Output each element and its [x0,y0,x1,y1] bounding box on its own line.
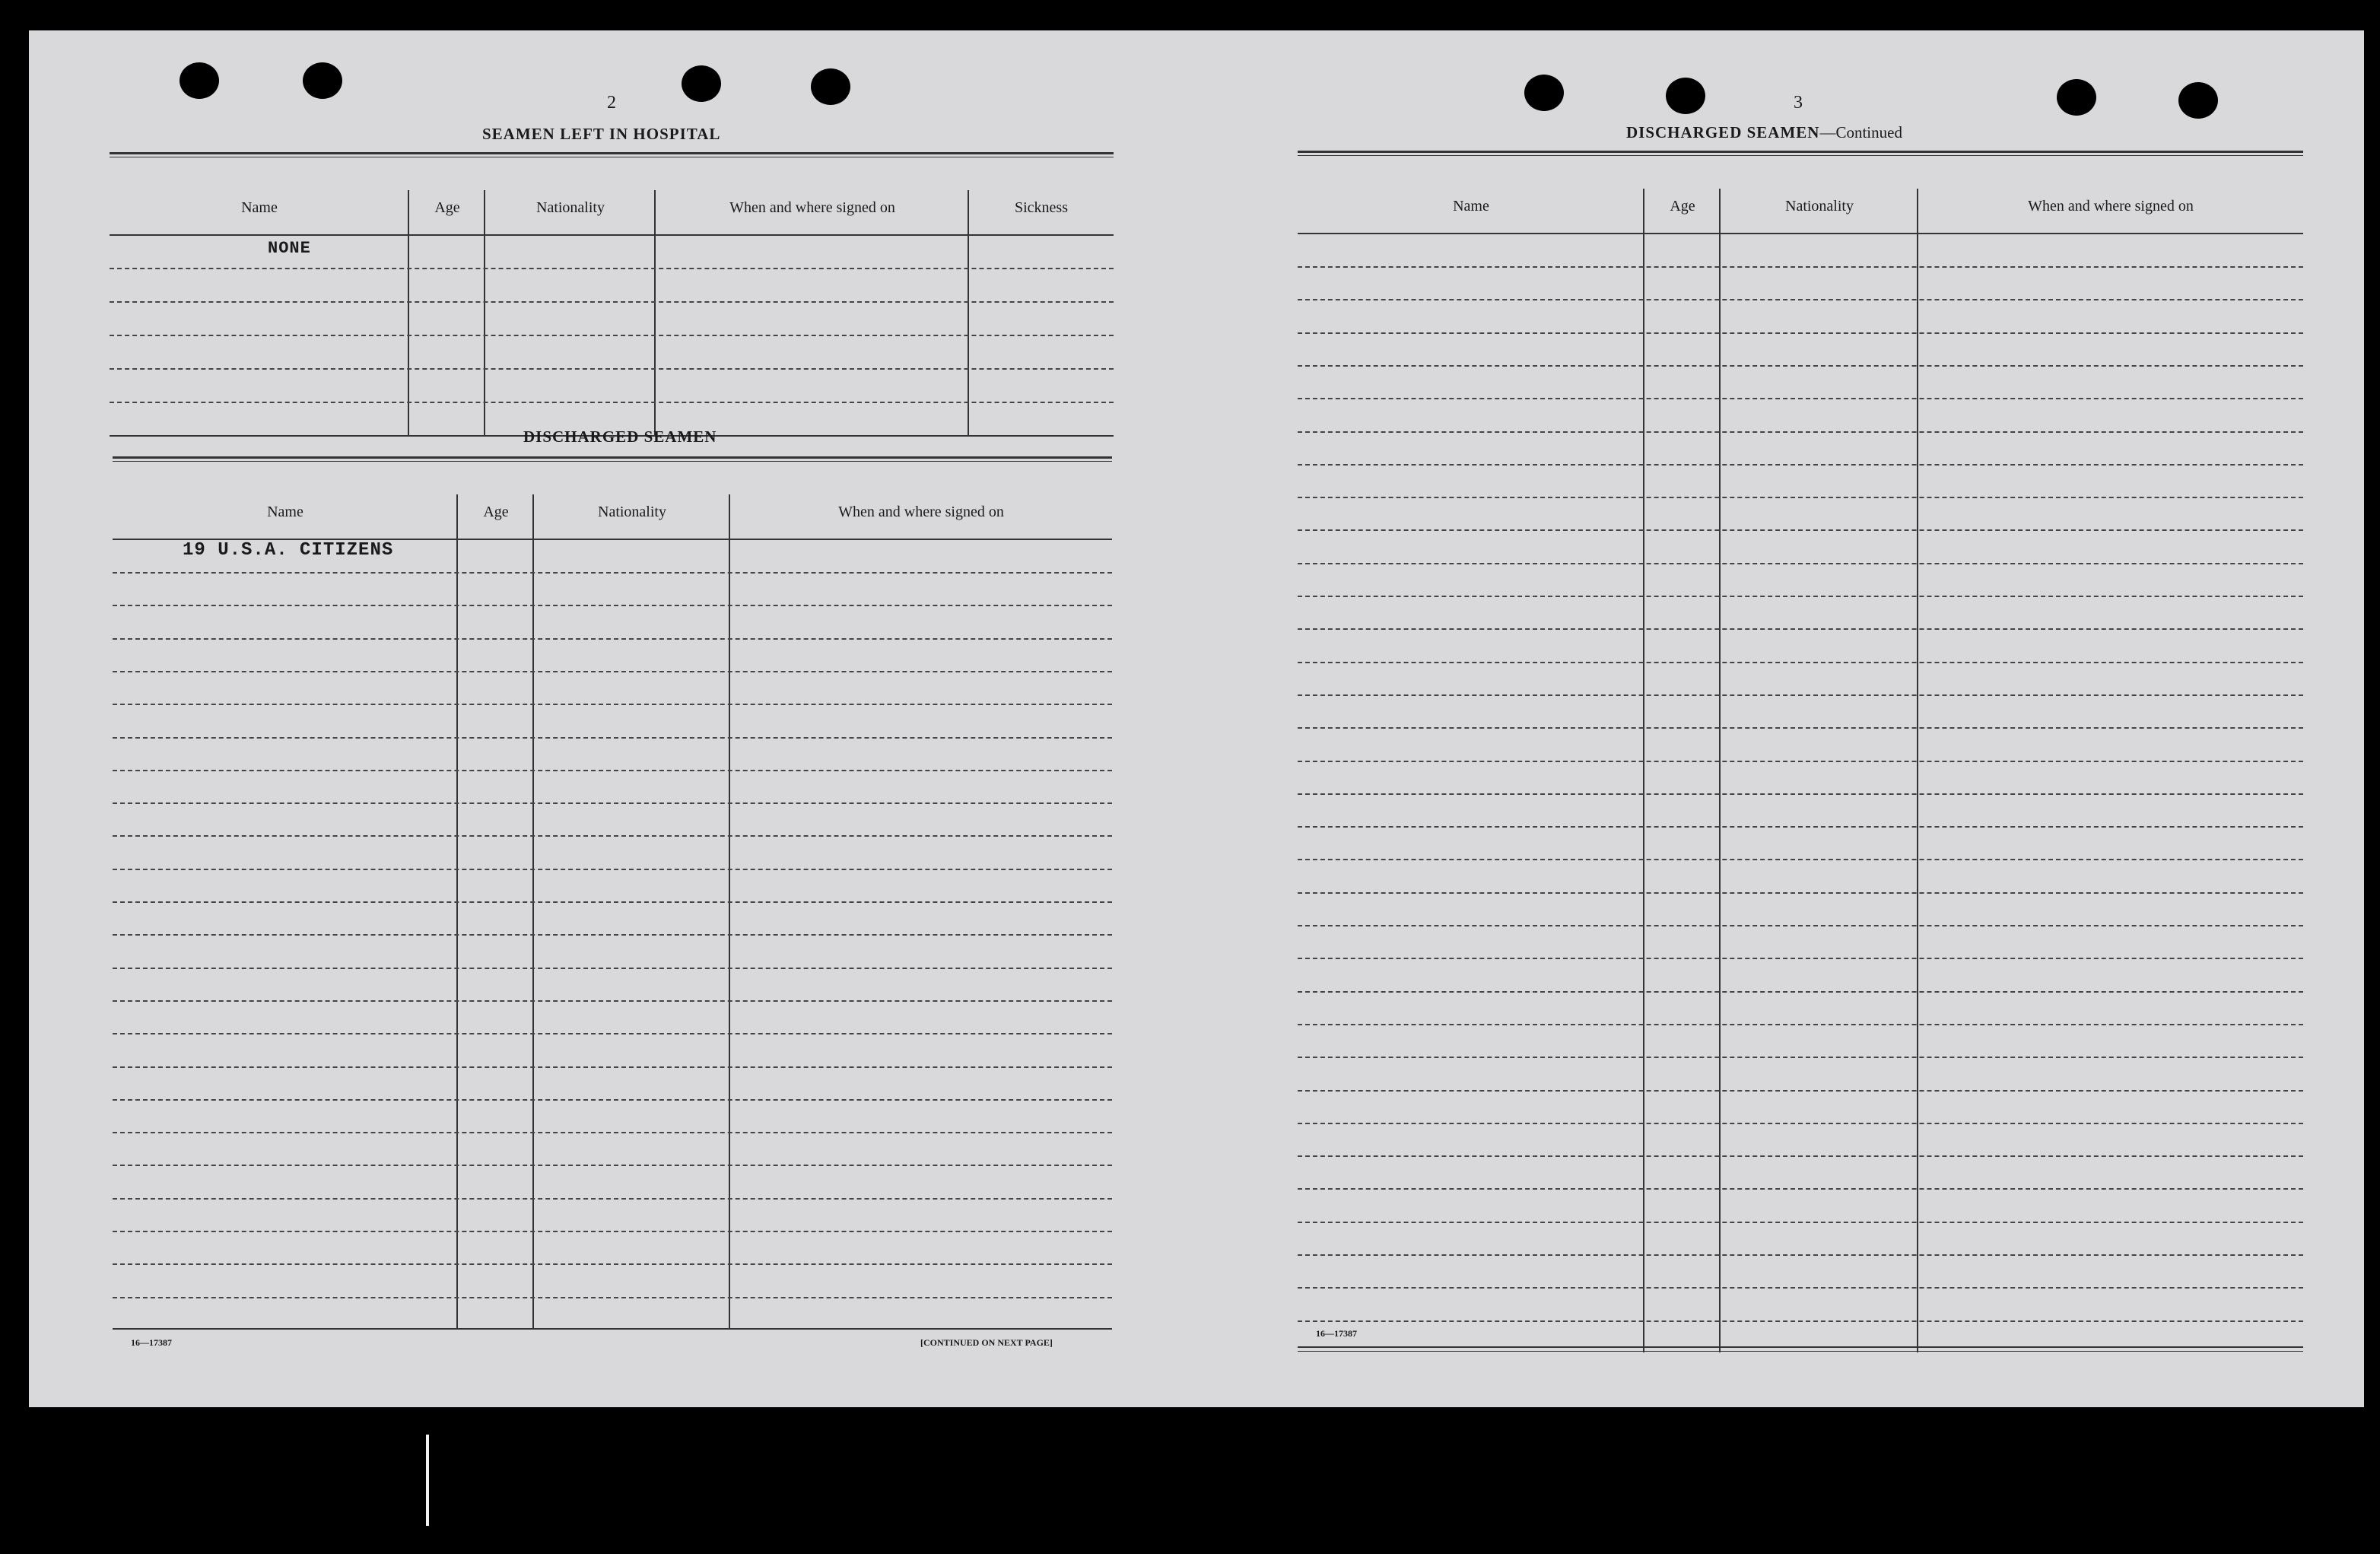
column-header-nationality: Nationality [598,504,666,520]
row-line [113,1198,1112,1200]
title-suffix: —Continued [1819,123,1902,141]
row-line [113,605,1112,606]
row-line [1298,563,2303,564]
row-line [1298,694,2303,696]
row-line [1298,892,2303,894]
row-line [113,869,1112,870]
title-text: DISCHARGED SEAMEN [1626,123,1820,141]
punch-hole [682,65,721,102]
discharged-section-title: DISCHARGED SEAMEN [523,427,717,446]
row-line [1298,727,2303,729]
row-line [113,572,1112,574]
column-header-nationality: Nationality [536,199,605,216]
row-line [1298,1222,2303,1223]
hospital-table [110,152,1114,441]
row-line [113,802,1112,804]
page-number: 3 [1794,93,1803,113]
form-number: 16—17387 [1316,1328,1357,1339]
row-line [1298,596,2303,597]
column-header-age: Age [483,504,509,520]
row-line [1298,793,2303,795]
row-line [1298,925,2303,926]
row-line [113,835,1112,837]
column-header-signed-on: When and where signed on [838,504,1004,520]
continued-note: [CONTINUED ON NEXT PAGE] [920,1337,1053,1348]
row-line [1298,1188,2303,1190]
row-line [1298,826,2303,828]
page-number: 2 [607,93,616,113]
punch-hole [2057,79,2096,116]
row-line [113,1099,1112,1101]
row-line [1298,529,2303,531]
row-line [1298,1090,2303,1092]
row-line [113,1263,1112,1265]
row-line [1298,266,2303,268]
punch-hole [180,62,219,99]
row-line [1298,761,2303,762]
column-header-age: Age [434,199,460,216]
punch-hole [1524,75,1564,111]
row-line [113,934,1112,936]
punch-hole [811,68,850,105]
punch-hole [1666,78,1705,114]
column-header-signed-on: When and where signed on [2028,198,2194,215]
row-line [1298,1057,2303,1058]
row-line [113,737,1112,739]
column-header-age: Age [1670,198,1695,215]
row-line [1298,662,2303,663]
row-line [113,901,1112,903]
row-line [1298,464,2303,466]
row-line [1298,859,2303,860]
column-header-sickness: Sickness [1015,199,1068,216]
row-line [113,1000,1112,1002]
row-line [1298,332,2303,334]
row-line [1298,1155,2303,1157]
row-line [113,1297,1112,1298]
column-header-nationality: Nationality [1785,198,1854,215]
scan-artifact [426,1435,429,1526]
column-header-name: Name [1453,198,1489,215]
row-line [113,1231,1112,1232]
row-line [113,770,1112,771]
row-line [1298,398,2303,399]
punch-hole [303,62,342,99]
column-header-name: Name [241,199,278,216]
document-sheet [29,30,2364,1407]
row-line [113,638,1112,640]
discharged-entry: 19 U.S.A. CITIZENS [183,540,394,561]
hospital-section-title: SEAMEN LEFT IN HOSPITAL [482,125,721,143]
row-line [1298,299,2303,300]
row-line [1298,365,2303,367]
row-line [113,671,1112,672]
row-line [1298,497,2303,498]
row-line [1298,628,2303,630]
punch-hole [2178,82,2218,119]
row-line [113,1066,1112,1068]
row-line [113,1165,1112,1166]
row-line [1298,431,2303,433]
column-header-signed-on: When and where signed on [729,199,895,216]
row-line [1298,1024,2303,1025]
discharged-continued-title [1626,123,1902,142]
row-line [113,968,1112,969]
row-line [1298,1320,2303,1322]
right-page [1200,30,2364,1407]
left-page [29,30,1200,1407]
hospital-entry: NONE [268,239,311,258]
form-number: 16—17387 [131,1337,172,1348]
row-line [1298,991,2303,993]
column-header-name: Name [267,504,303,520]
row-line [1298,1254,2303,1256]
row-line [113,1033,1112,1034]
discharged-table [113,456,1112,1331]
row-line [1298,958,2303,959]
row-line [1298,1123,2303,1124]
row-line [113,1132,1112,1133]
row-line [1298,1287,2303,1289]
row-line [113,704,1112,705]
discharged-continued-table [1298,151,2303,1352]
